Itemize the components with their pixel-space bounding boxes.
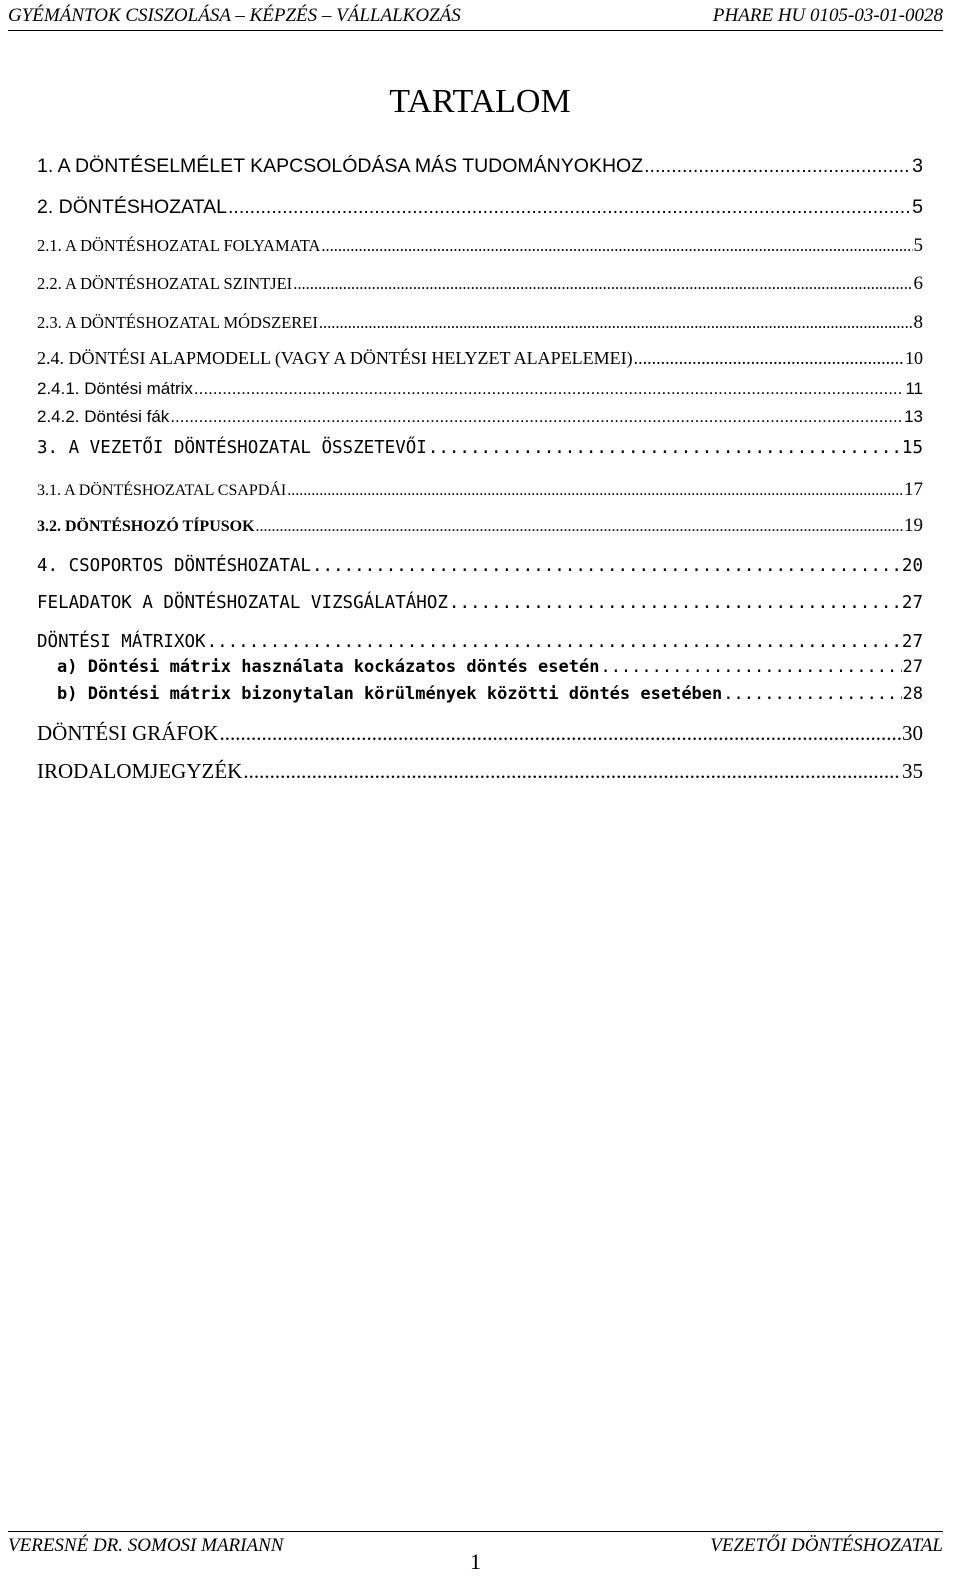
footer-title: VEZETŐI DÖNTÉSHOZATAL [710, 1535, 943, 1556]
toc-entry-label: FELADATOK A DÖNTÉSHOZATAL VIZSGÁLATÁHOZ [37, 593, 448, 613]
toc-entry-label: IRODALOMJEGYZÉK [37, 759, 243, 783]
toc-entry-label: 3. A VEZETŐI DÖNTÉSHOZATAL ÖSSZETEVŐI [37, 438, 427, 458]
toc-entry[interactable] [37, 196, 923, 219]
toc-entry-label: 4. CSOPORTOS DÖNTÉSHOZATAL [37, 556, 311, 576]
toc-leader-dots [219, 721, 901, 746]
toc-entry[interactable] [37, 312, 923, 334]
page-footer [8, 1531, 943, 1591]
page-number: 1 [470, 1549, 481, 1574]
toc-entry[interactable] [37, 556, 923, 576]
toc-entry[interactable] [37, 348, 923, 369]
header-left-text: GYÉMÁNTOK CSISZOLÁSA – KÉPZÉS – VÁLLALKOZÁS [8, 5, 461, 26]
toc-leader-dots [243, 759, 901, 784]
toc-leader-dots [449, 593, 901, 613]
toc-entry[interactable] [37, 515, 923, 537]
toc-entry-label: DÖNTÉSI GRÁFOK [37, 721, 219, 745]
toc-entry[interactable] [37, 155, 923, 178]
toc-leader-dots [321, 236, 912, 256]
toc-entry[interactable] [37, 379, 923, 399]
toc-entry[interactable] [37, 273, 923, 295]
header-rule [8, 30, 943, 31]
toc-entry-page: 30 [902, 721, 923, 745]
toc-entry-page: 5 [913, 235, 923, 256]
toc-leader-dots [256, 518, 903, 536]
toc-entry[interactable] [57, 657, 923, 677]
toc-entry[interactable] [37, 721, 923, 746]
footer-rule [8, 1531, 943, 1532]
toc-leader-dots [207, 632, 901, 652]
toc-entry-label: b) Döntési mátrix bizonytalan körülmények közötti döntés esetében [57, 684, 723, 704]
toc-leader-dots [634, 348, 904, 369]
toc-leader-dots [194, 379, 904, 399]
toc-entry-label: 2.3. A DÖNTÉSHOZATAL MÓDSZEREI [37, 313, 318, 332]
toc-entry-label: DÖNTÉSI MÁTRIXOK [37, 632, 206, 652]
toc-entry[interactable] [37, 593, 923, 613]
toc-entry-label: 2. DÖNTÉSHOZATAL [37, 196, 227, 218]
toc-leader-dots [723, 684, 901, 704]
page-title: TARTALOM [389, 83, 571, 120]
toc-entry-label: 2.2. A DÖNTÉSHOZATAL SZINTJEI [37, 274, 293, 293]
toc-entry-page: 17 [904, 479, 923, 500]
toc-leader-dots [312, 556, 901, 576]
toc-entry[interactable] [37, 407, 923, 427]
toc-leader-dots [428, 438, 901, 458]
toc-entry[interactable] [37, 479, 923, 501]
toc-entry-page: 8 [913, 312, 923, 333]
toc-leader-dots [228, 196, 911, 219]
toc-entry[interactable] [37, 438, 923, 458]
toc-entry-label: 2.4.1. Döntési mátrix [37, 379, 193, 398]
toc-entry-page: 19 [904, 515, 923, 536]
toc-entry-label: 2.4. DÖNTÉSI ALAPMODELL (VAGY A DÖNTÉSI HELYZET ALAPELEMEI) [37, 348, 633, 368]
toc-entry[interactable] [37, 759, 923, 784]
toc-entry-page: 35 [902, 759, 923, 783]
toc-entry-label: 3.1. A DÖNTÉSHOZATAL CSAPDÁI [37, 482, 287, 499]
toc-entry-page: 20 [901, 556, 923, 576]
toc-entry-page: 28 [902, 684, 923, 704]
toc-entry-label: 1. A DÖNTÉSELMÉLET KAPCSOLÓDÁSA MÁS TUDOMÁNYOKHOZ [37, 155, 644, 177]
toc-entry-label: 3.2. DÖNTÉSHOZÓ TÍPUSOK [37, 518, 255, 535]
toc-entry[interactable] [37, 235, 923, 257]
toc-leader-dots [287, 482, 903, 500]
toc-entry-page: 15 [901, 438, 923, 458]
toc-leader-dots [170, 407, 903, 427]
toc-entry-page: 11 [905, 379, 923, 398]
toc-leader-dots [319, 313, 913, 333]
toc-entry-page: 6 [913, 273, 923, 294]
header-right-text: PHARE HU 0105-03-01-0028 [712, 5, 943, 26]
toc-entry-label: a) Döntési mátrix használata kockázatos döntés esetén [57, 657, 600, 677]
toc-entry[interactable] [57, 684, 923, 704]
page-header [8, 0, 943, 34]
toc-leader-dots [644, 155, 911, 178]
toc-entry[interactable] [37, 632, 923, 652]
toc-entry-page: 27 [901, 632, 923, 652]
toc-entry-page: 10 [905, 348, 923, 368]
toc-entry-page: 5 [912, 196, 923, 218]
toc-entry-label: 2.4.2. Döntési fák [37, 407, 170, 426]
toc-leader-dots [293, 274, 912, 294]
toc-entry-label: 2.1. A DÖNTÉSHOZATAL FOLYAMATA [37, 236, 321, 255]
toc-entry-page: 27 [902, 657, 923, 677]
toc-entry-page: 3 [912, 155, 923, 177]
toc-entry-page: 13 [904, 407, 923, 426]
footer-author: VERESNÉ DR. SOMOSI MARIANN [8, 1535, 284, 1556]
toc-entry-page: 27 [901, 593, 923, 613]
toc-leader-dots [600, 657, 901, 677]
